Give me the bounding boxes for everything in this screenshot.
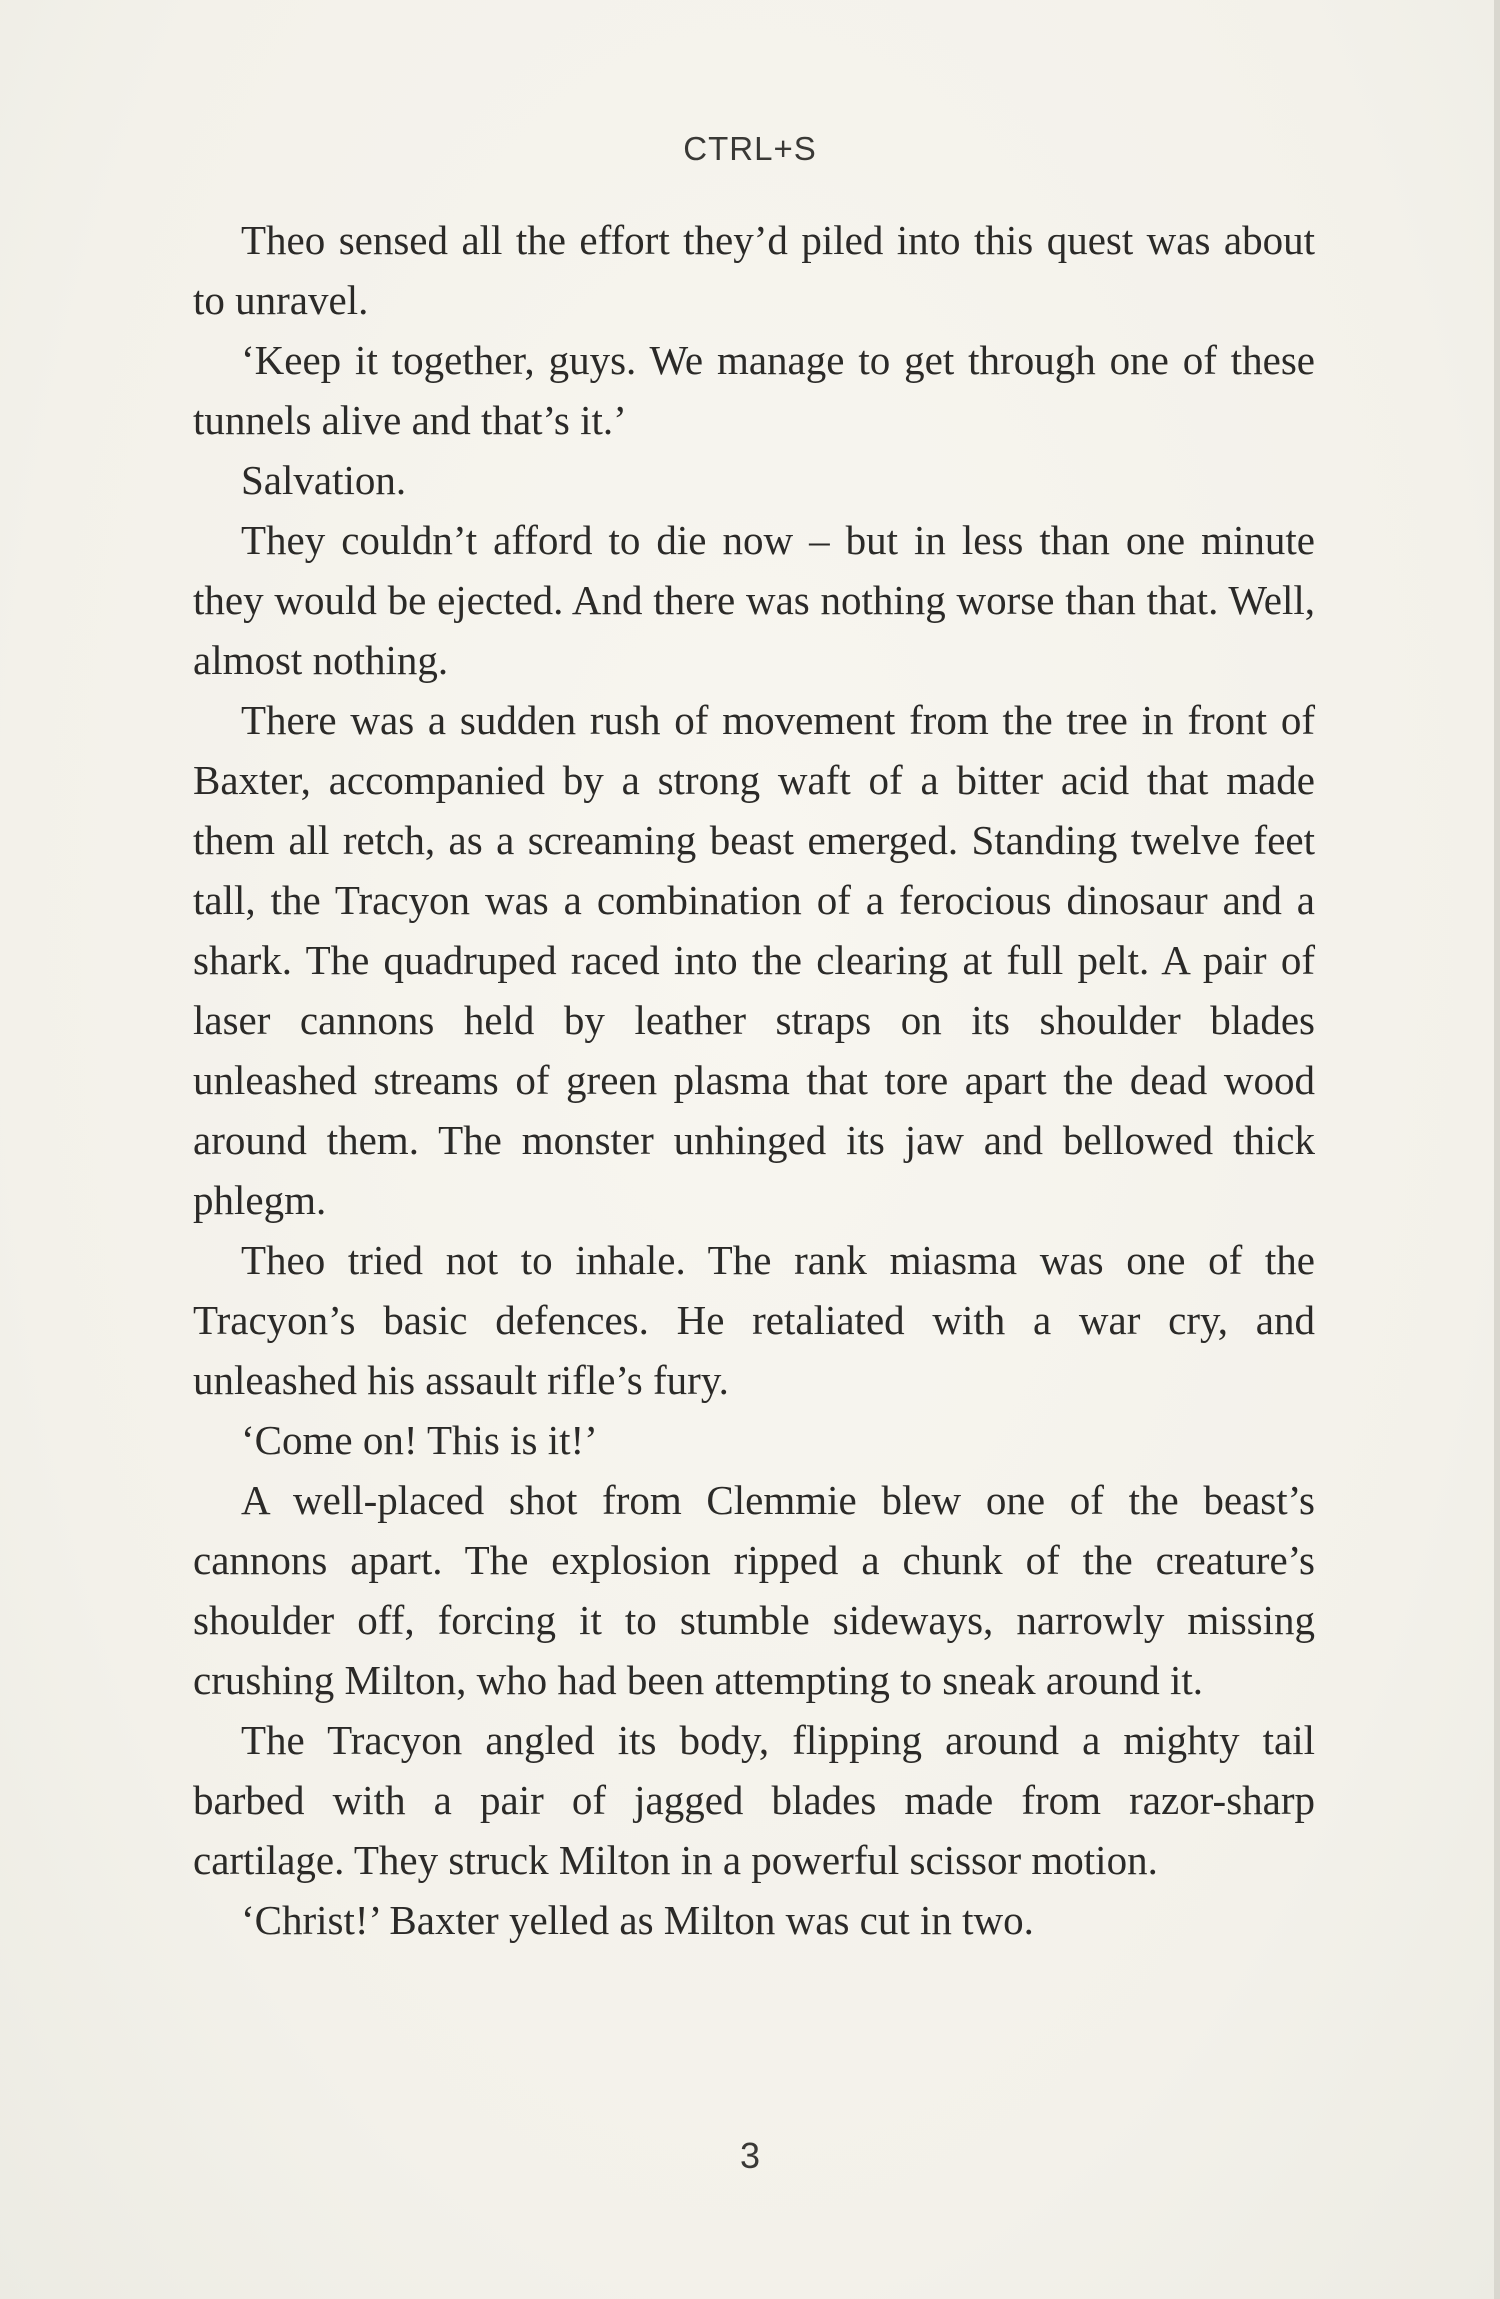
page-number: 3: [739, 2135, 761, 2176]
paragraph: They couldn’t afford to die now – but in less than one minute they would be ejected. And there was nothing worse than that. Well, almost nothing.: [193, 517, 1315, 683]
paragraph: The Tracyon angled its body, flipping around a mighty tail barbed with a pair of jagged blades made from razor-sharp cartilage. They struck Milton in a powerful scissor motion.: [193, 1717, 1315, 1883]
paragraph: There was a sudden rush of movement from the tree in front of Baxter, accompanied by a strong waft of a bitter acid that made them all retch, as a screaming beast emerged. Standing twelve feet tall, the Tracyon was a combination of a ferocious dinosaur and a shark. The quadruped raced into the clearing at full pelt. A pair of laser cannons held by leather straps on its shoulder blades unleashed streams of green plasma that tore apart the dead wood around them. The monster unhinged its jaw and bellowed thick phlegm.: [193, 697, 1315, 1223]
body-text: [193, 210, 1315, 1950]
paragraph: A well-placed shot from Clemmie blew one of the beast’s cannons apart. The explosion ripped a chunk of the creature’s shoulder off, forcing it to stumble sideways, narrowly missing crushing Milton, who had been attempting to sneak around it.: [193, 1477, 1315, 1703]
paragraph: Theo sensed all the effort they’d piled into this quest was about to unravel.: [193, 217, 1315, 323]
paragraph: ‘Come on! This is it!’: [241, 1417, 598, 1463]
paragraph: Theo tried not to inhale. The rank miasma was one of the Tracyon’s basic defences. He retaliated with a war cry, and unleashed his assault rifle’s fury.: [193, 1237, 1315, 1403]
page-edge: [1494, 0, 1500, 2299]
running-header: CTRL+S: [683, 130, 817, 167]
paragraph: ‘Keep it together, guys. We manage to get through one of these tunnels alive and that’s it.’: [193, 337, 1315, 443]
paragraph: Salvation.: [241, 457, 407, 503]
paragraph: ‘Christ!’ Baxter yelled as Milton was cut in two.: [241, 1897, 1034, 1943]
